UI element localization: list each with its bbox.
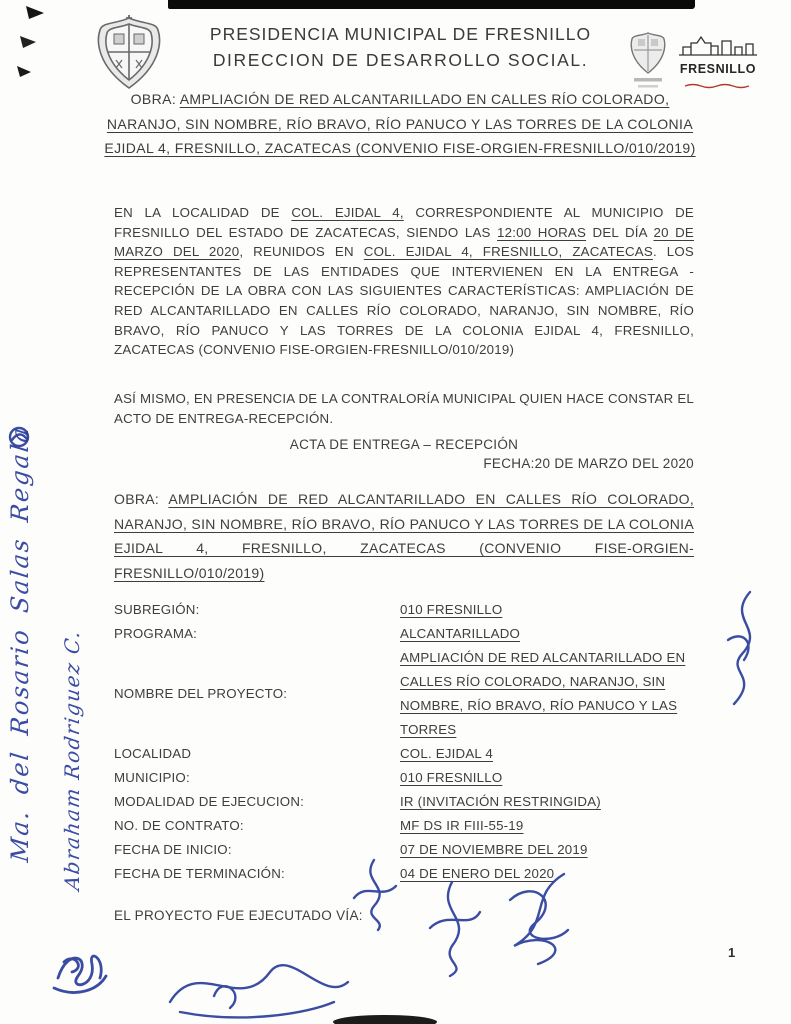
field-value: 010 FRESNILLO: [400, 770, 503, 785]
text-segment-underlined: 20 DE MARZO DEL 2020: [114, 224, 694, 260]
field-row-programa: [114, 622, 694, 646]
field-value: MF DS IR FIII-55-19: [400, 818, 524, 833]
signature-right-margin: [728, 592, 750, 704]
field-value: IR (INVITACIÓN RESTRINGIDA): [400, 794, 601, 809]
city-skyline-icon: [677, 31, 759, 57]
scan-artifact-bottom-blob: [333, 1015, 437, 1024]
text-segment-underlined: 12:00 HORAS: [497, 224, 587, 240]
field-value: ALCANTARILLADO: [400, 626, 521, 641]
field-label: MODALIDAD DE EJECUCION:: [114, 794, 305, 809]
field-value: 010 FRESNILLO: [400, 602, 503, 617]
document-title: PRESIDENCIA MUNICIPAL DE FRESNILLO: [209, 24, 592, 44]
signature-5: [170, 965, 348, 1017]
obra-heading: [98, 87, 702, 161]
text-segment: CORRESPONDIENTE AL MUNICIPIO DE FRESNILLO DEL ESTADO DE ZACATECAS, SIENDO LAS: [114, 205, 694, 240]
page-number: 1: [728, 945, 736, 960]
text-segment-underlined: COL. EJIDAL 4, FRESNILLO, ZACATECAS: [363, 244, 653, 260]
handwritten-margin-note-2: Abraham Rodriguez C.: [60, 628, 84, 892]
field-label: FECHA DE INICIO:: [114, 842, 232, 857]
signature-2: [430, 882, 480, 976]
fresnillo-logo-text: FRESNILLO: [679, 62, 757, 76]
scan-artifact-marks: [12, 2, 64, 92]
coat-of-arms-icon: [90, 12, 168, 92]
project-fields: [114, 598, 694, 886]
obra-heading-text: AMPLIACIÓN DE RED ALCANTARILLADO EN CALLES RÍO COLORADO, NARANJO, SIN NOMBRE, RÍO BRAVO, RÍO PANUCO Y LAS TORRES DE LA COLONIA EJIDAL 4, FRESNILLO, ZACATECAS (CONVENIO FISE-ORGIEN-FRESNILLO/010/2019): [104, 91, 696, 156]
body-paragraph-1: [114, 203, 694, 360]
obra-label: OBRA:: [114, 491, 169, 507]
field-label: NO. DE CONTRATO:: [114, 818, 244, 833]
field-label: FECHA DE TERMINACIÓN:: [114, 866, 285, 881]
field-row-modalidad: [114, 790, 694, 814]
field-value: AMPLIACIÓN DE RED ALCANTARILLADO EN CALLES RÍO COLORADO, NARANJO, SIN NOMBRE, RÍO BRAVO, RÍO PANUCO Y LAS TORRES: [400, 650, 686, 737]
text-segment-underlined: COL. EJIDAL 4,: [291, 205, 404, 220]
document-header: [168, 24, 633, 71]
field-label: SUBREGIÓN:: [114, 602, 200, 617]
field-row-subregion: [114, 598, 694, 622]
field-row-fecha-terminacion: [114, 862, 694, 886]
field-label: PROGRAMA:: [114, 626, 198, 641]
field-value: 04 DE ENERO DEL 2020: [400, 866, 555, 881]
field-row-nombre-proyecto: [114, 646, 694, 742]
acta-block: [114, 437, 694, 471]
text-segment: . LOS REPRESENTANTES DE LAS ENTIDADES QUE INTERVIENEN EN LA ENTREGA - RECEPCIÓN DE LA OBRA CON LAS SIGUIENTES CARACTERÍSTICAS: AMPLIACIÓN DE RED ALCANTARILLADO EN CALLES RÍO COLORADO, NARANJO, SIN NOMBRE, RÍO BRAVO, RÍO PANUCO Y LAS TORRES DE LA COLONIA EJIDAL 4, FRESNILLO, ZACATECAS (CONVENIO FISE-ORGIEN-FRESNILLO/010/2019): [114, 244, 695, 358]
field-row-localidad: [114, 742, 694, 766]
text-segment: , REUNIDOS EN: [239, 244, 364, 260]
fresnillo-logo: [676, 31, 760, 94]
obra-label: OBRA:: [130, 91, 180, 107]
municipal-shield-icon: [626, 30, 670, 94]
field-value: 07 DE NOVIEMBRE DEL 2019: [400, 842, 588, 857]
field-row-contrato: [114, 814, 694, 838]
handwritten-margin-note-1: Ma. del Rosario Salas Regala: [6, 424, 34, 864]
ejecutado-line: EL PROYECTO FUE EJECUTADO VÍA:: [114, 908, 363, 923]
signature-3: [510, 874, 568, 964]
field-label: MUNICIPIO:: [114, 770, 190, 785]
field-row-municipio: [114, 766, 694, 790]
obra-section: [114, 487, 694, 585]
field-row-fecha-inicio: [114, 838, 694, 862]
text-segment: EN LA LOCALIDAD DE: [114, 205, 292, 220]
field-value: COL. EJIDAL 4: [400, 746, 494, 761]
obra-section-text: AMPLIACIÓN DE RED ALCANTARILLADO EN CALLES RÍO COLORADO, NARANJO, SIN NOMBRE, RÍO BRAVO, RÍO PANUCO Y LAS TORRES DE LA COLONIA EJIDAL 4, FRESNILLO, ZACATECAS (CONVENIO FISE-ORGIEN-FRESNILLO/010/2019): [114, 491, 695, 581]
field-label: LOCALIDAD: [114, 746, 192, 761]
document-subtitle: DIRECCION DE DESARROLLO SOCIAL.: [212, 50, 589, 70]
acta-title: ACTA DE ENTREGA – RECEPCIÓN: [289, 437, 519, 452]
text-segment: DEL DÍA: [586, 224, 654, 240]
scan-artifact-topbar: [168, 0, 695, 9]
acta-fecha: FECHA:20 DE MARZO DEL 2020: [483, 456, 694, 471]
signature-4: [54, 956, 106, 992]
body-paragraph-2: ASÍ MISMO, EN PRESENCIA DE LA CONTRALORÍA MUNICIPAL QUIEN HACE CONSTAR EL ACTO DE ENTREGA-RECEPCIÓN.: [114, 391, 694, 426]
field-label: NOMBRE DEL PROYECTO:: [114, 686, 288, 701]
